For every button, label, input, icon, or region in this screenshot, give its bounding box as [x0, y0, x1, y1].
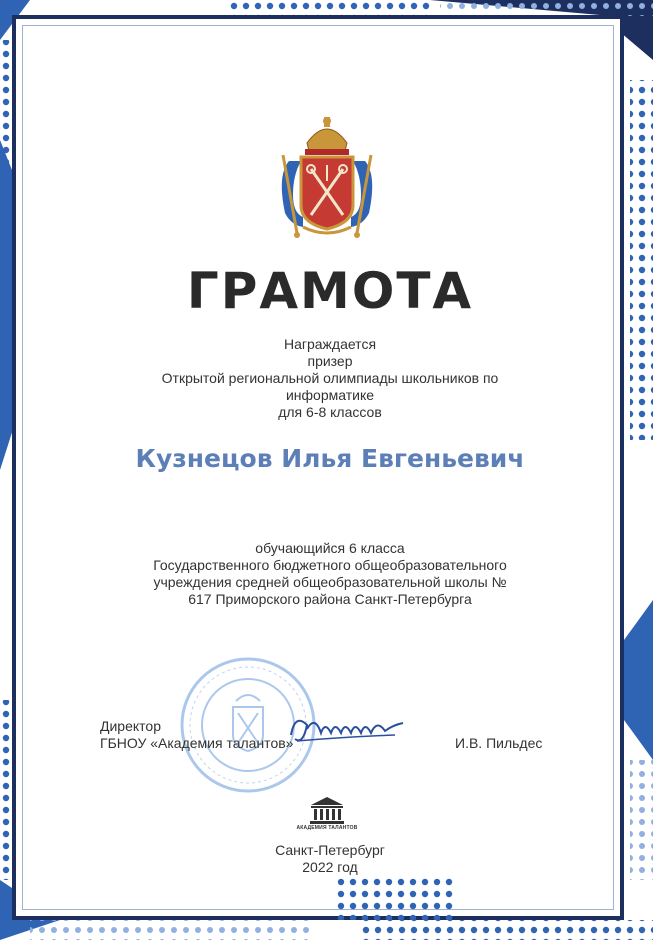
academy-logo-caption: АКАДЕМИЯ ТАЛАНТОВ — [296, 825, 358, 831]
year: 2022 год — [302, 859, 358, 875]
dot-pattern-bottom-patch — [335, 876, 455, 920]
dot-pattern-right — [630, 80, 653, 440]
footer-place-date — [100, 842, 560, 876]
signatory-title — [100, 718, 293, 752]
city: Санкт-Петербург — [275, 842, 385, 858]
academy-logo — [295, 795, 359, 831]
recipient-name: Кузнецов Илья Евгеньевич — [135, 444, 525, 473]
signatory-title-line1: Директор — [100, 718, 161, 734]
award-line-subject: информатике — [285, 387, 375, 403]
dot-pattern-right-bottom — [630, 760, 653, 880]
award-line-awarded: Награждается — [283, 336, 377, 352]
school-line-grade: обучающийся 6 класса — [255, 540, 405, 556]
dot-pattern-top-right — [440, 0, 653, 16]
award-text — [100, 336, 560, 421]
dot-pattern-top — [230, 0, 430, 16]
signatory-title-line2: ГБНОУ «Академия талантов» — [100, 735, 294, 751]
award-line-olympiad: Открытой региональной олимпиады школьников по — [161, 370, 499, 386]
certificate-title: ГРАМОТА — [186, 262, 474, 320]
school-line-district: 617 Приморского района Санкт-Петербурга — [188, 591, 472, 607]
signatory-name: И.В. Пильдес — [455, 735, 543, 751]
award-line-status: призер — [307, 353, 353, 369]
school-info — [100, 540, 560, 608]
dot-pattern-bottom-right — [360, 920, 653, 940]
academy-building-icon — [307, 795, 347, 825]
dot-pattern-bottom — [30, 920, 310, 940]
corner-shape-right — [624, 600, 653, 760]
school-line-institution: Государственного бюджетного общеобразовательного — [153, 557, 507, 573]
school-line-school: учреждения средней общеобразовательной школы № — [153, 574, 507, 590]
coat-of-arms-emblem — [267, 115, 387, 245]
award-line-grades: для 6-8 классов — [278, 404, 382, 420]
director-signature — [285, 705, 415, 755]
